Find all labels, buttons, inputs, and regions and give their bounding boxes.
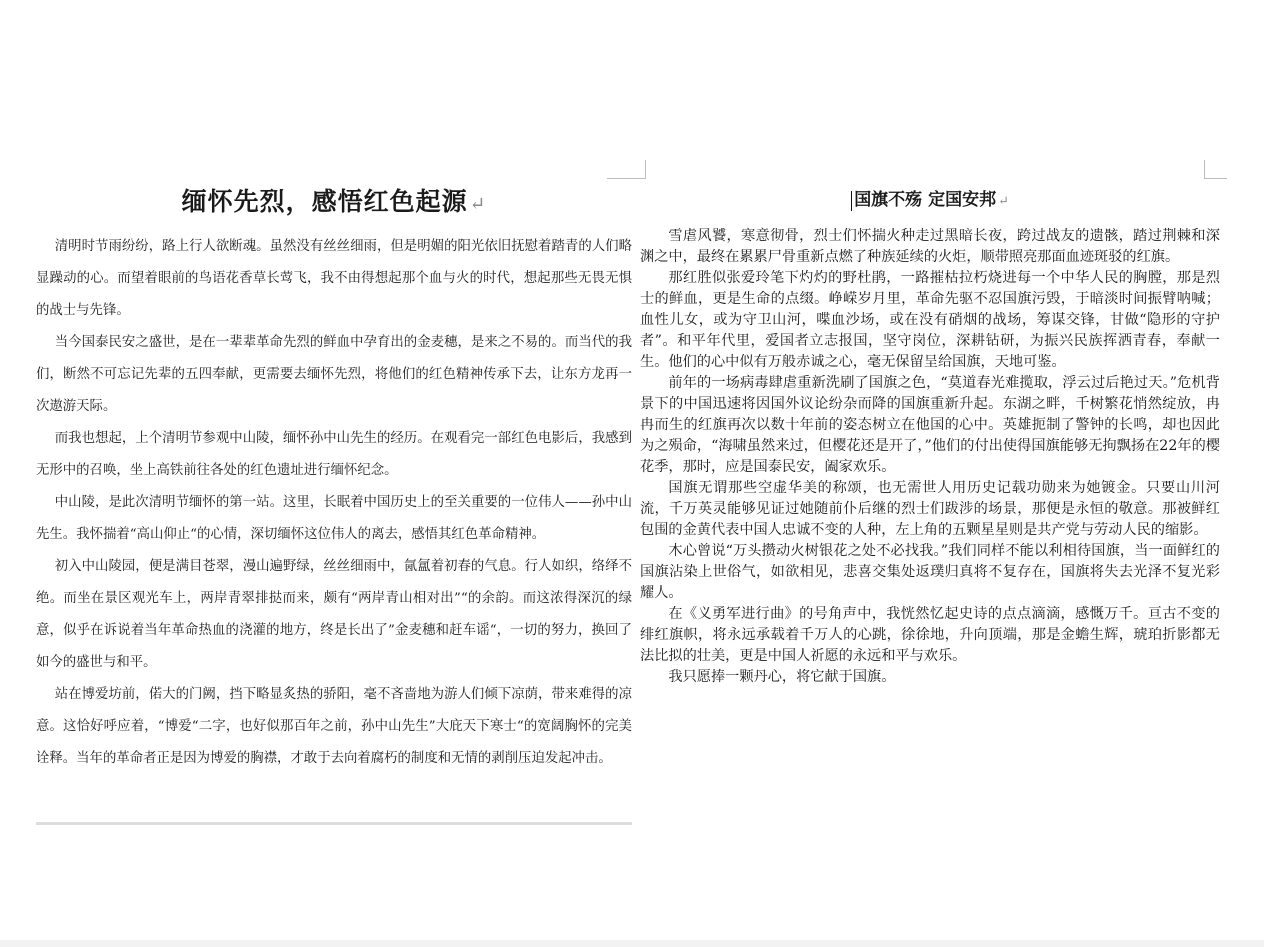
window-bottom-strip — [0, 940, 1264, 947]
right-page-title — [640, 176, 1220, 226]
paragraph-mark-icon: ↵ — [469, 194, 487, 215]
left-paragraph-2[interactable]: 当今国泰民安之盛世，是在一辈辈革命先烈的鲜血中孕育出的金麦穗，是来之不易的。而当代的我们，断然不可忘记先辈的五四奉献，更需要去缅怀先烈，将他们的红色精神传承下去，让东方龙再一次遨游天际。 — [36, 335, 632, 414]
right-paragraph-7[interactable]: 我只愿捧一颗丹心，将它献于国旗。 — [668, 669, 896, 685]
right-paragraph-2[interactable]: 那红胜似张爱玲笔下灼灼的野杜鹃，一路摧枯拉朽烧进每一个中华人民的胸膛，那是烈士的鲜血，更是生命的点缀。峥嵘岁月里，革命先驱不忍国旗污毁，于暗淡时间振臂呐喊；血性儿女，或为守卫山河，喋血沙场，或在没有硝烟的战场，筹谋交锋，甘做“隐形的守护者”。和平年代里，爱国者立志报国，坚守岗位，深耕钻研，为振兴民族挥洒青春，奉献一生。他们的心中似有万般赤诚之心，毫无保留呈给国旗，天地可鉴。 — [640, 270, 1220, 370]
right-paragraph-5[interactable]: 木心曾说“万头攒动火树银花之处不必找我。”我们同样不能以利相待国旗，当一面鲜红的国旗沾染上世俗气，如欲相见，悲喜交集处返璞归真将不复存在，国旗将失去光泽不复光彩耀人。 — [640, 543, 1220, 601]
left-title-text: 缅怀先烈，感悟红色起源 — [181, 187, 468, 216]
left-paragraph-6[interactable]: 站在博爱坊前，偌大的门阙，挡下略显炙热的骄阳，毫不吝啬地为游人们倾下凉荫，带来难得的凉意。这恰好呼应着，“博爱“二字，也好似那百年之前，孙中山先生”大庇天下寒士“的宽阔胸怀的完美诠释。当年的革命者正是因为博爱的胸襟，才敢于去向着腐朽的制度和无情的剥削压迫发起冲击。 — [36, 687, 632, 766]
left-paragraph-1[interactable]: 清明时节雨纷纷，路上行人欲断魂。虽然没有丝丝细雨，但是明媚的阳光依旧抚慰着踏青的人们略显躁动的心。而望着眼前的鸟语花香草长莺飞，我不由得想起那个血与火的时代，想起那些无畏无惧的战士与先锋。 — [36, 239, 632, 318]
text-cursor — [851, 191, 852, 211]
right-paragraph-3[interactable]: 前年的一场病毒肆虐重新洗刷了国旗之色，“莫道春光难揽取，浮云过后艳过天。”危机背景下的中国迅速将因国外议论纷杂而降的国旗重新升起。东湖之畔，千树繁花悄然绽放，冉冉而生的红旗再次以数十年前的姿态树立在他国的心中。英雄扼制了警钟的长鸣，却也因此为之殒命，“海啸虽然来过，但樱花还是开了，”他们的付出使得国旗能够无拘飘扬在22年的樱花季，那时，应是国泰民安，阖家欢乐。 — [640, 375, 1220, 475]
page-bottom-edge — [36, 822, 632, 825]
left-document-page — [36, 176, 632, 828]
right-title-text: 国旗不殇 定国安邦 — [854, 190, 997, 210]
right-paragraph-4[interactable]: 国旗无谓那些空虚华美的称颂，也无需世人用历史记载功勋来为她镀金。只要山川河流，千万英灵能够见证过她随前仆后继的烈士们跋涉的场景，那便是永恒的敬意。那被鲜红包围的金黄代表中国人忠诚不变的人种，左上角的五颗星星则是共产党与劳动人民的缩影。 — [640, 480, 1220, 538]
left-paragraph-4[interactable]: 中山陵，是此次清明节缅怀的第一站。这里，长眠着中国历史上的至关重要的一位伟人——孙中山先生。我怀揣着“高山仰止“的心情，深切缅怀这位伟人的离去，感悟其红色革命精神。 — [36, 495, 632, 542]
left-paragraph-5[interactable]: 初入中山陵园，便是满目苍翠，漫山遍野绿，丝丝细雨中，氤氲着初春的气息。行人如织，络绎不绝。而坐在景区观光车上，两岸青翠排挞而来，颇有“两岸青山相对出”“的余韵。而这浓得深沉的绿意，似乎在诉说着当年革命热血的浇灌的地方，终是长出了”金麦穗和赶车谣“，一切的努力，换回了如今的盛世与和平。 — [36, 559, 632, 670]
right-paragraph-1[interactable]: 雪虐风饕，寒意彻骨，烈士们怀揣火种走过黑暗长夜，跨过战友的遗骸，踏过荆棘和深渊之中，最终在累累尸骨重新点燃了种族延续的火炬，顺带照亮那面血迹斑驳的红旗。 — [640, 228, 1220, 265]
right-document-page — [640, 176, 1220, 776]
left-page-title — [36, 176, 632, 231]
right-paragraph-6[interactable]: 在《义勇军进行曲》的号角声中，我恍然忆起史诗的点点滴滴，感慨万千。亘古不变的绯红旗帜，将永远承载着千万人的心跳，徐徐地，升向顶端，那是金蟾生辉，琥珀折影都无法比拟的壮美，更是中国人祈愿的永远和平与欢乐。 — [640, 606, 1220, 664]
left-paragraph-3[interactable]: 而我也想起，上个清明节参观中山陵，缅怀孙中山先生的经历。在观看完一部红色电影后，我感到无形中的召唤，坐上高铁前往各处的红色遗址进行缅怀纪念。 — [36, 431, 632, 478]
paragraph-mark-icon: ↵ — [998, 194, 1009, 209]
